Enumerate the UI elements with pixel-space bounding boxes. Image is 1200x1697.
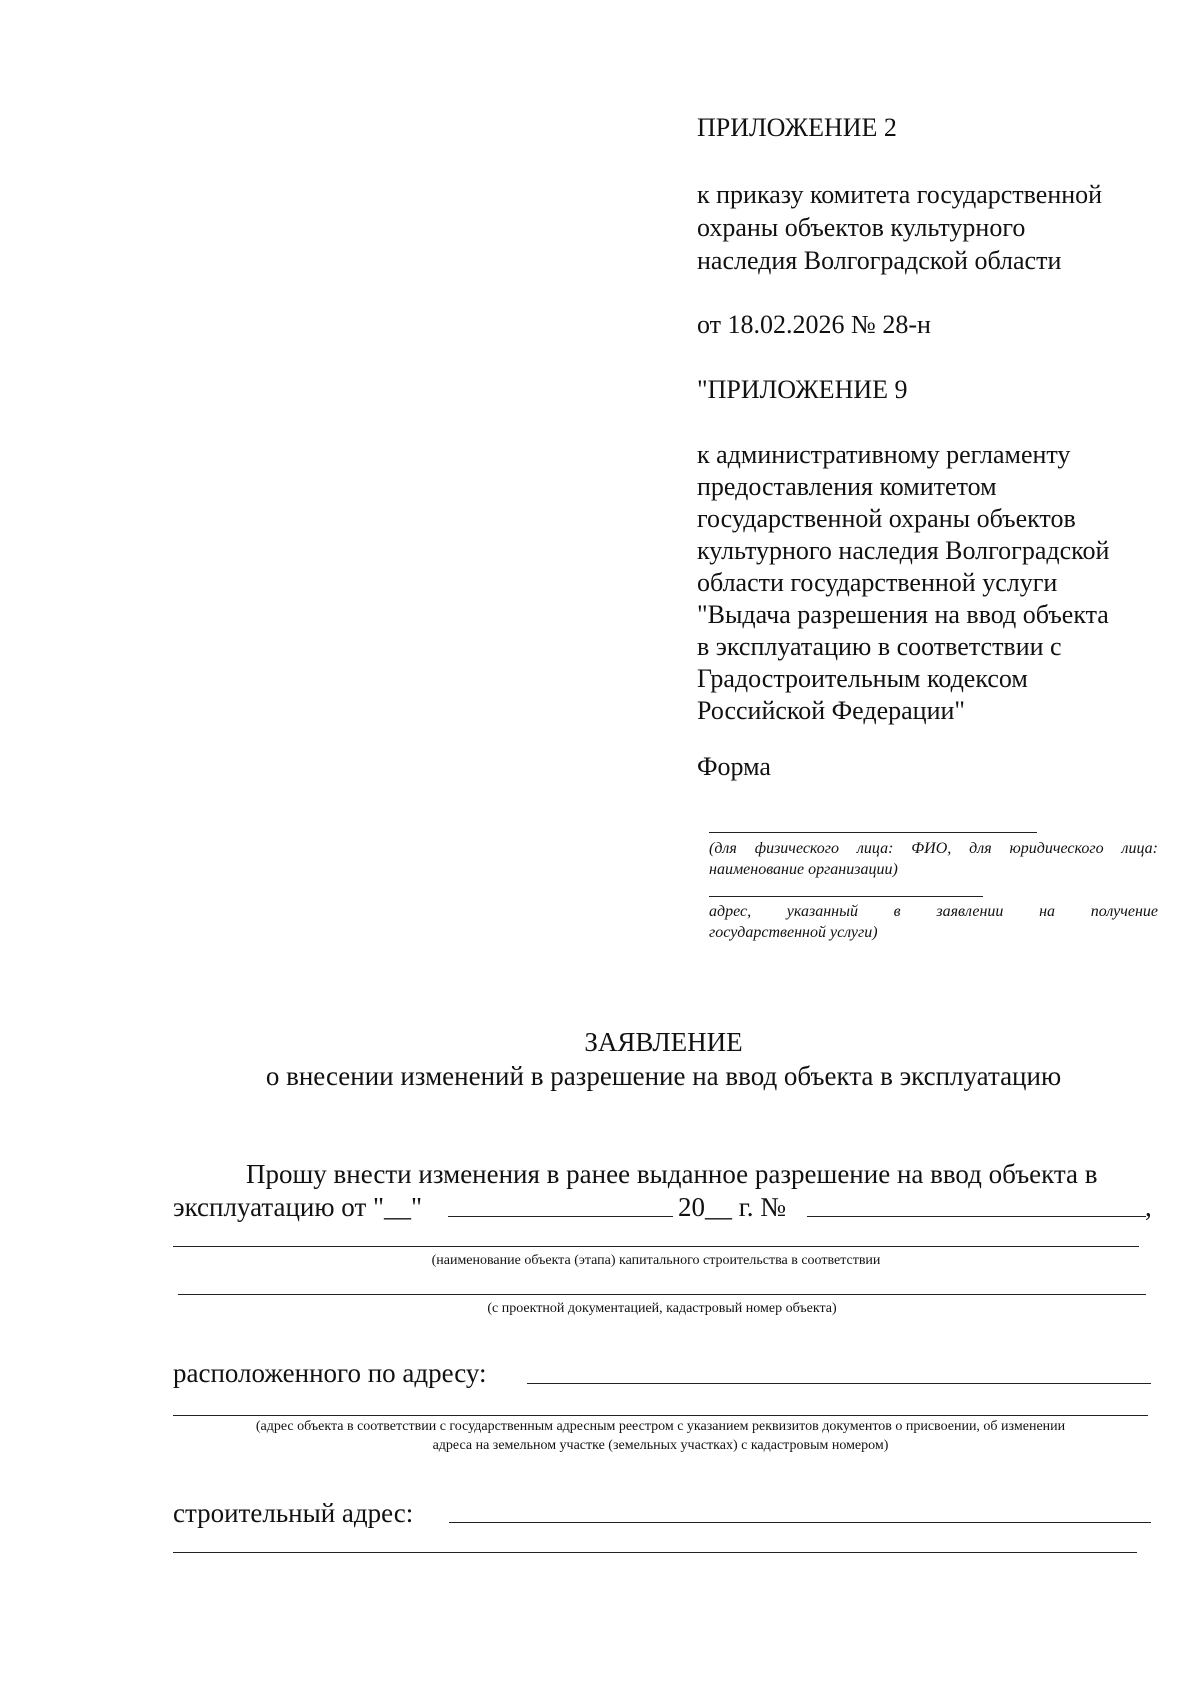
appendix-title: ПРИЛОЖЕНИЕ 2: [697, 113, 897, 142]
form-label: Форма: [697, 752, 771, 781]
permit-number-field[interactable]: [807, 1216, 1146, 1217]
regulation-line: области государственной услуги: [697, 568, 1058, 597]
request-line-1: Прошу внести изменения в ранее выданное разрешение на ввод объекта в: [246, 1159, 1098, 1189]
object-project-field[interactable]: [178, 1294, 1146, 1295]
address-hint-2: адреса на земельном участке (земельных участках) с кадастровым номером): [432, 1438, 889, 1453]
construction-address-field-continued[interactable]: [173, 1552, 1137, 1553]
regulation-line: "Выдача разрешения на ввод объекта: [697, 600, 1109, 629]
order-line-1: к приказу комитета государственной: [697, 180, 1103, 209]
request-line-2-comma: ,: [1145, 1192, 1152, 1222]
date-month-field[interactable]: [448, 1216, 673, 1217]
recipient-address-line: [709, 896, 983, 897]
construction-address-field[interactable]: [449, 1522, 1151, 1523]
regulation-line: Российской Федерации": [697, 696, 966, 725]
regulation-line: в эксплуатацию в соответствии с: [697, 632, 1062, 661]
recipient-name-hint-2: наименование организации): [709, 861, 898, 878]
object-project-hint: (с проектной документацией, кадастровый номер объекта): [487, 1301, 837, 1316]
order-line-3: наследия Волгоградской области: [697, 246, 1062, 275]
address-field-continued[interactable]: [173, 1415, 1148, 1416]
regulation-line: Градостроительным кодексом: [697, 664, 1028, 693]
recipient-name-line: [709, 832, 1037, 833]
object-name-field[interactable]: [173, 1246, 1139, 1247]
document-title: ЗАЯВЛЕНИЕ: [584, 1027, 743, 1057]
regulation-line: государственной охраны объектов: [697, 504, 1076, 533]
located-label: расположенного по адресу:: [173, 1358, 487, 1388]
regulation-line: к административному регламенту: [697, 440, 1071, 469]
order-line-2: охраны объектов культурного: [697, 213, 1026, 242]
address-field[interactable]: [527, 1383, 1151, 1384]
recipient-address-hint-1: адрес, указанный в заявлении на получение: [709, 903, 1158, 920]
construction-address-label: строительный адрес:: [173, 1498, 414, 1528]
regulation-line: культурного наследия Волгоградской: [697, 536, 1110, 565]
object-name-hint: (наименование объекта (этапа) капитального строительства в соответствии: [431, 1253, 881, 1268]
document-subtitle: о внесении изменений в разрешение на ввод объекта в эксплуатацию: [265, 1061, 1062, 1091]
regulation-line: предоставления комитетом: [697, 472, 997, 501]
request-line-2-prefix: эксплуатацию от "__": [173, 1192, 423, 1222]
appendix9-title: "ПРИЛОЖЕНИЕ 9: [697, 375, 908, 404]
request-line-2-year: 20__ г. №: [678, 1192, 787, 1222]
order-date: от 18.02.2026 № 28-н: [697, 310, 931, 339]
recipient-name-hint-1: (для физического лица: ФИО, для юридического лица:: [709, 840, 1158, 857]
recipient-address-hint-2: государственной услуги): [709, 924, 878, 941]
address-hint-1: (адрес объекта в соответствии с государственным адресным реестром с указанием реквизитов документов о присвоении, об изменении: [255, 1419, 1066, 1434]
